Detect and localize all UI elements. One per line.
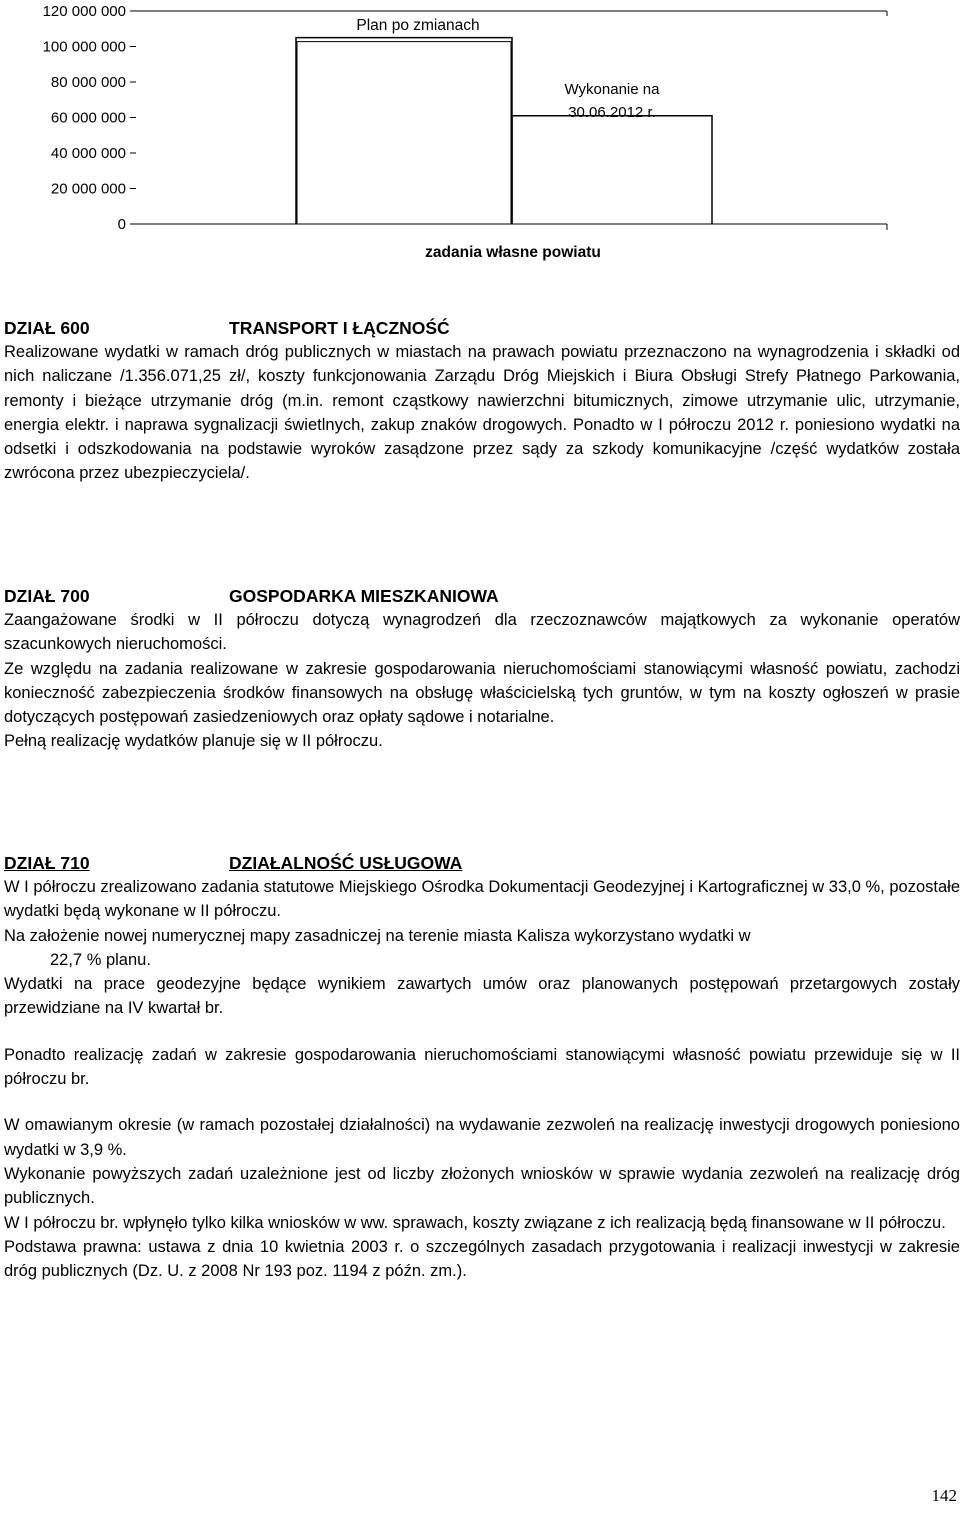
section-700-paragraph-2: Ze względu na zadania realizowane w zakresie gospodarowania nieruchomościami stanowiącymi własność powiatu, zachodzi konieczność zabezpieczenia środków finansowych na obsługę właścicielską tych gruntów, w tym na koszty ogłoszeń w prasie dotyczących postępowań zasiedzeniowych oraz opłaty sądowe i notarialne. [4,659,960,727]
section-710-paragraph-6: Wykonanie powyższych zadań uzależnione jest od liczby złożonych wniosków w sprawie wydania zezwoleń na realizację dróg publicznych. [4,1164,960,1208]
section-710-paragraph-2a: Na założenie nowej numerycznej mapy zasadniczej na terenie miasta Kalisza wykorzystano wydatki w [4,926,751,945]
section-600-heading [4,316,960,340]
y-tick-label: 0 [117,216,126,233]
spacer [4,1091,960,1113]
section-710-paragraph-4: Ponadto realizację zadań w zakresie gospodarowania nieruchomościami stanowiącymi własność powiatu przewiduje się w II półroczu br. [4,1045,960,1089]
section-710-title: DZIAŁALNOŚĆ USŁUGOWA [229,853,463,873]
section-710 [4,851,960,1283]
y-tick-label: 40 000 000 [50,145,126,162]
section-710-paragraph-8: Podstawa prawna: ustawa z dnia 10 kwietnia 2003 r. o szczególnych zasadach przygotowania i realizacji inwestycji w zakresie dróg publicznych (Dz. U. z 2008 Nr 193 poz. 1194 z późn. zm.). [4,1237,960,1281]
y-tick-label: 100 000 000 [42,38,126,56]
section-600 [4,316,960,486]
section-600-paragraph: Realizowane wydatki w ramach dróg publicznych w miastach na prawach powiatu przeznaczono na wynagrodzenia i składki od nich naliczane /1.356.071,25 zł/, koszty funkcjonowania Zarządu Dróg Miejskich i Biura Obsługi Strefy Płatnego Parkowania, remonty i bieżące utrzymanie dróg (m.in. remont cząstkowy nawierzchni bitumicznych, zimowe utrzymanie ulic, utrzymanie, energia elektr. i naprawa sygnalizacji świetlnych, zakup znaków drogowych. Ponadto w I półroczu 2012 r. poniesiono wydatki na odsetki i odszkodowania na podstawie wyroków zasądzone przez sądy za szkody komunikacyjne /część wydatków została zwrócona przez ubezpieczyciela/. [4,343,960,483]
legend-execution-label-line2: 30.06.2012 r. [568,104,656,121]
section-600-title: TRANSPORT I ŁĄCZNOŚĆ [229,318,450,338]
legend-plan-label: Plan po zmianach [356,17,480,34]
bar-execution [512,116,712,224]
x-category-label: zadania własne powiatu [425,244,601,261]
section-700-title: GOSPODARKA MIESZKANIOWA [229,586,499,606]
page-number: 142 [931,1486,957,1505]
section-710-paragraph-3: Wydatki na prace geodezyjne będące wynikiem zawartych umów oraz planowanych postępowań przetargowych zostały przewidziane na IV kwartał br. [4,975,960,1018]
section-700-number: DZIAŁ 700 [4,586,90,606]
section-700-paragraph-3: Pełną realizację wydatków planuje się w II półroczu. [4,732,383,751]
section-710-number: DZIAŁ 710 [4,853,90,873]
bar-plan-inner-edge [297,42,511,224]
spacer [4,1021,960,1043]
y-axis [43,3,136,233]
bar-plan [296,38,512,224]
y-tick-label: 120 000 000 [42,3,126,20]
y-tick-label: 60 000 000 [50,109,126,127]
section-600-number: DZIAŁ 600 [4,318,90,338]
section-700 [4,584,960,754]
y-tick-label: 80 000 000 [50,74,126,91]
section-710-paragraph-1: W I półroczu zrealizowano zadania statutowe Miejskiego Ośrodka Dokumentacji Geodezyjnej i Kartograficznej w 33,0 %, pozostałe wydatki będą wykonane w II półroczu. [4,878,960,921]
budget-bar-chart [0,0,960,270]
section-710-paragraph-2b: 22,7 % planu. [50,950,151,969]
section-700-paragraph-1: Zaangażowane środki w II półroczu dotyczą wynagrodzeń dla rzeczoznawców majątkowych za wykonanie operatów szacunkowych nieruchomości. [4,611,960,654]
section-700-heading [4,584,960,608]
section-710-heading [4,851,960,875]
bars-group [296,38,712,224]
section-710-paragraph-7: W I półroczu br. wpłynęło tylko kilka wniosków w ww. sprawach, koszty związane z ich realizacją będą finansowane w II półroczu. [4,1213,946,1232]
section-710-paragraph-5: W omawianym okresie (w ramach pozostałej działalności) na wydawanie zezwoleń na realizację inwestycji drogowych poniesiono wydatki w 3,9 %. [4,1116,960,1159]
legend-execution-label-line1: Wykonanie na [564,81,660,98]
y-tick-label: 20 000 000 [50,180,126,198]
